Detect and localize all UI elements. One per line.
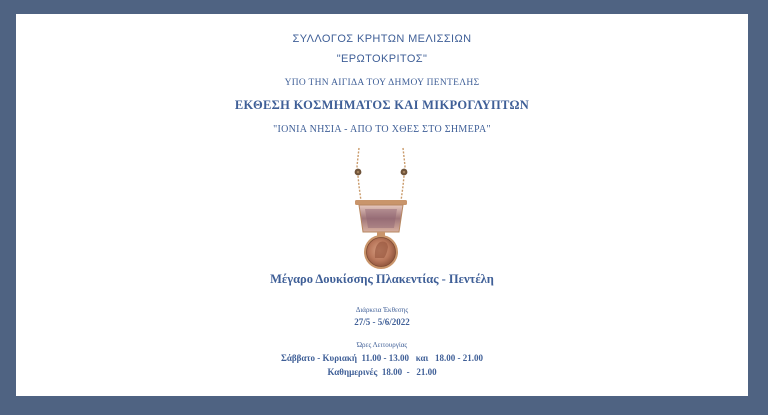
duration-label: Διάρκεια Έκθεσης xyxy=(355,306,409,314)
exhibition-title: ΕΚΘΕΣΗ ΚΟΣΜΗΜΑΤΟΣ ΚΑΙ ΜΙΚΡΟΓΛΥΠΤΩΝ xyxy=(234,98,530,112)
aegis-line: ΥΠΟ ΤΗΝ ΑΙΓΙΔΑ ΤΟΥ ΔΗΜΟΥ ΠΕΝΤΕΛΗΣ xyxy=(284,78,480,88)
exhibition-dates: 27/5 - 5/6/2022 xyxy=(354,317,410,327)
association-name: ΣΥΛΛΟΓΟΣ ΚΡΗΤΩΝ ΜΕΛΙΣΣΙΩΝ xyxy=(292,33,472,45)
club-name: "ΕΡΩΤΟΚΡΙΤΟΣ" xyxy=(336,53,428,65)
venue-name: Μέγαρο Δουκίσσης Πλακεντίας - Πεντέλη xyxy=(270,272,494,286)
weekday-hours: Καθημερινές 18.00 - 21.00 xyxy=(327,367,437,377)
exhibition-subtitle: "ΙΟΝΙΑ ΝΗΣΙΑ - ΑΠΟ ΤΟ ΧΘΕΣ ΣΤΟ ΣΗΜΕΡΑ" xyxy=(273,124,491,135)
opening-hours-label: Ώρες Λειτουργίας xyxy=(356,341,408,349)
poster-sheet xyxy=(16,14,748,396)
pendant-image xyxy=(341,146,421,270)
weekend-hours: Σάββατο - Κυριακή 11.00 - 13.00 και 18.00 - 21.00 xyxy=(280,353,484,363)
